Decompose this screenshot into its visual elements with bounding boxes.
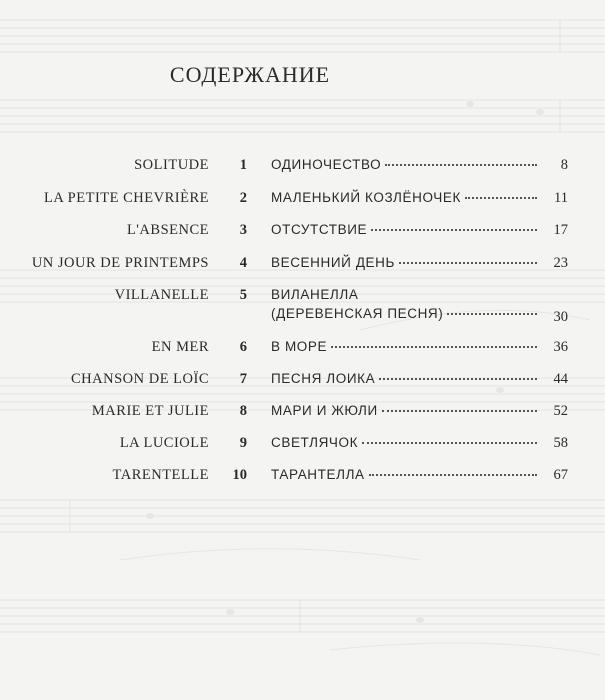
french-title: SOLITUDE: [134, 157, 209, 173]
leader-dots: [382, 410, 537, 412]
song-number: 10: [232, 467, 247, 483]
toc-entry: [0, 190, 605, 214]
russian-title: ВЕСЕННИЙ ДЕНЬ: [271, 255, 541, 270]
page-number: 11: [554, 190, 568, 206]
leader-dots: [371, 229, 537, 231]
toc-entry: [0, 255, 605, 279]
page-number: 23: [553, 255, 568, 271]
song-number: 2: [239, 190, 247, 206]
page-number: 36: [553, 339, 568, 355]
page-title: СОДЕРЖАНИЕ: [169, 62, 331, 87]
toc-entry: [0, 157, 605, 181]
french-title: LA PETITE CHEVRIÈRE: [44, 190, 209, 206]
french-title: VILLANELLE: [114, 287, 209, 303]
leader-dots: [362, 442, 537, 444]
russian-title: ОТСУТСТВИЕ: [271, 222, 541, 237]
page-number: 8: [560, 157, 568, 173]
toc-entry: [0, 403, 605, 427]
leader-dots: [385, 164, 537, 166]
french-title: TARENTELLE: [112, 467, 209, 483]
leader-dots: [379, 378, 537, 380]
song-number: 3: [239, 222, 247, 238]
song-number: 9: [239, 435, 247, 451]
song-number: 4: [239, 255, 247, 271]
russian-title: МАЛЕНЬКИЙ КОЗЛЁНОЧЕК: [271, 190, 541, 205]
french-title: MARIE ET JULIE: [91, 403, 209, 419]
toc-entry: [0, 371, 605, 395]
song-number: 1: [239, 157, 247, 173]
page-number: 17: [553, 222, 568, 238]
page-number: 44: [553, 371, 568, 387]
russian-title: ПЕСНЯ ЛОИКА: [271, 371, 541, 386]
russian-subtitle: (ДЕРЕВЕНСКАЯ ПЕСНЯ): [271, 306, 444, 321]
song-number: 6: [239, 339, 247, 355]
leader-dots: [447, 313, 537, 315]
russian-title: СВЕТЛЯЧОК: [271, 435, 541, 450]
russian-title: ОДИНОЧЕСТВО: [271, 157, 541, 172]
toc-entry: [0, 467, 605, 491]
leader-dots: [465, 197, 537, 199]
toc-entry: [0, 339, 605, 363]
page-number: 67: [553, 467, 568, 483]
toc-entry: [0, 287, 605, 337]
leader-dots: [399, 262, 537, 264]
french-title: EN MER: [151, 339, 209, 355]
toc-entry: [0, 435, 605, 459]
russian-title: В МОРЕ: [271, 339, 541, 354]
french-title: UN JOUR DE PRINTEMPS: [31, 255, 209, 271]
russian-title: ТАРАНТЕЛЛА: [271, 467, 541, 482]
song-number: 5: [239, 287, 247, 303]
page-number: 58: [553, 435, 568, 451]
song-number: 7: [239, 371, 247, 387]
leader-dots: [331, 346, 537, 348]
french-title: CHANSON DE LOÏC: [71, 371, 209, 387]
french-title: L'ABSENCE: [126, 222, 209, 238]
toc-entry: [0, 222, 605, 246]
french-title: LA LUCIOLE: [119, 435, 209, 451]
page-number: 52: [553, 403, 568, 419]
russian-title: ВИЛАНЕЛЛА (ДЕРЕВЕНСКАЯ ПЕСНЯ): [271, 287, 541, 321]
page-number: 30: [553, 309, 568, 325]
song-number: 8: [239, 403, 247, 419]
russian-title: МАРИ И ЖЮЛИ: [271, 403, 541, 418]
leader-dots: [369, 474, 537, 476]
